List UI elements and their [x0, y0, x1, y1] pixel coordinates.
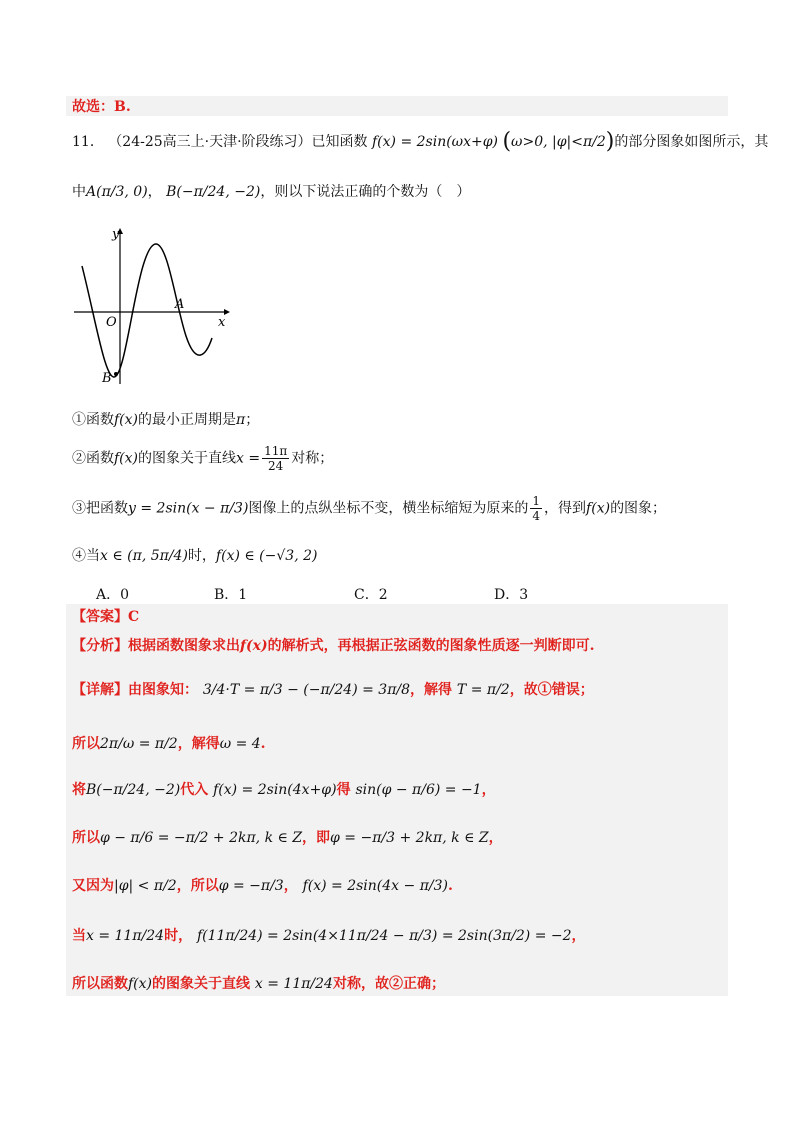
function-condition: (ω>0, |φ|<π/2): [502, 129, 615, 154]
stem-text-c: 中: [72, 184, 86, 200]
option-a[interactable]: A．0: [96, 587, 130, 603]
question-stem-line2: 中A(π/3, 0)， B(−π/24, −2)，则以下说法正确的个数为（ ）: [72, 184, 471, 200]
detail-line-6: 当x = 11π/24时， f(11π/24) = 2sin(4×11π/24 − π/3) = 2sin(3π/2) = −2，: [72, 928, 586, 944]
point-b-marker: [114, 372, 118, 376]
prev-answer: 故选：B.: [72, 99, 131, 115]
point-b: B(−π/24, −2): [166, 184, 261, 200]
origin-label: O: [106, 315, 117, 330]
analysis-line: 【分析】根据函数图象求出f(x)的解析式，再根据正弦函数的图象性质逐一判断即可.: [72, 638, 595, 654]
detail-line-2: 所以2π/ω = π/2，解得ω = 4.: [72, 736, 266, 752]
question-stem-line1: [72, 129, 769, 154]
x-label: x: [218, 315, 226, 330]
answer-value: C: [128, 609, 140, 625]
stem-text-b: 的部分图象如图所示，其: [614, 134, 769, 150]
statement-1: ①函数f(x)的最小正周期是π；: [72, 412, 260, 428]
detail-line-1: 【详解】由图象知： 3/4·T = π/3 − (−π/24) = 3π/8，解得 T = π/2，故①错误；: [72, 682, 594, 698]
sine-curve: [82, 244, 212, 377]
stem-text: 已知函数: [311, 134, 368, 150]
a-label: A: [175, 297, 185, 312]
prev-answer-band: [66, 96, 728, 116]
function-graph: [72, 226, 232, 386]
option-c[interactable]: C．2: [354, 587, 388, 603]
point-a: A(π/3, 0): [86, 184, 148, 200]
function-def: f(x) = 2sin(ωx+φ): [372, 134, 498, 150]
detail-line-7: 所以函数f(x)的图象关于直线 x = 11π/24对称，故②正确；: [72, 976, 445, 992]
option-b[interactable]: B．1: [214, 587, 248, 603]
statement-4: ④当x ∈ (π, 5π/4)时，f(x) ∈ (−√3, 2): [72, 548, 318, 564]
detail-line-3: 将B(−π/24, −2)代入 f(x) = 2sin(4x+φ)得 sin(φ − π/6) = −1，: [72, 782, 496, 798]
detail-line-5: 又因为|φ| < π/2，所以φ = −π/3， f(x) = 2sin(4x − π/3).: [72, 878, 453, 894]
stem-text-d: ，则以下说法正确的个数为（ ）: [260, 184, 471, 200]
question-source: （24-25高三上·天津·阶段练习）: [108, 134, 312, 150]
statement-3: ③把函数y = 2sin(x − π/3)图像上的点纵坐标不变，横坐标缩短为原来的 $\frac{1}{4}$ ，得到f(x)的图象；: [72, 494, 667, 523]
b-label: B: [102, 371, 112, 386]
question-number: 11．: [72, 134, 104, 150]
option-d[interactable]: D．3: [494, 587, 529, 603]
y-label: y: [112, 227, 120, 242]
answer-line: 【答案】C: [72, 609, 140, 625]
statement-2: ②函数f(x)的图象关于直线x = $\frac{11\pi}{24}$ 对称；: [72, 444, 334, 473]
detail-line-4: 所以φ − π/6 = −π/2 + 2kπ, k ∈ Z，即φ = −π/3 + 2kπ, k ∈ Z，: [72, 830, 503, 846]
